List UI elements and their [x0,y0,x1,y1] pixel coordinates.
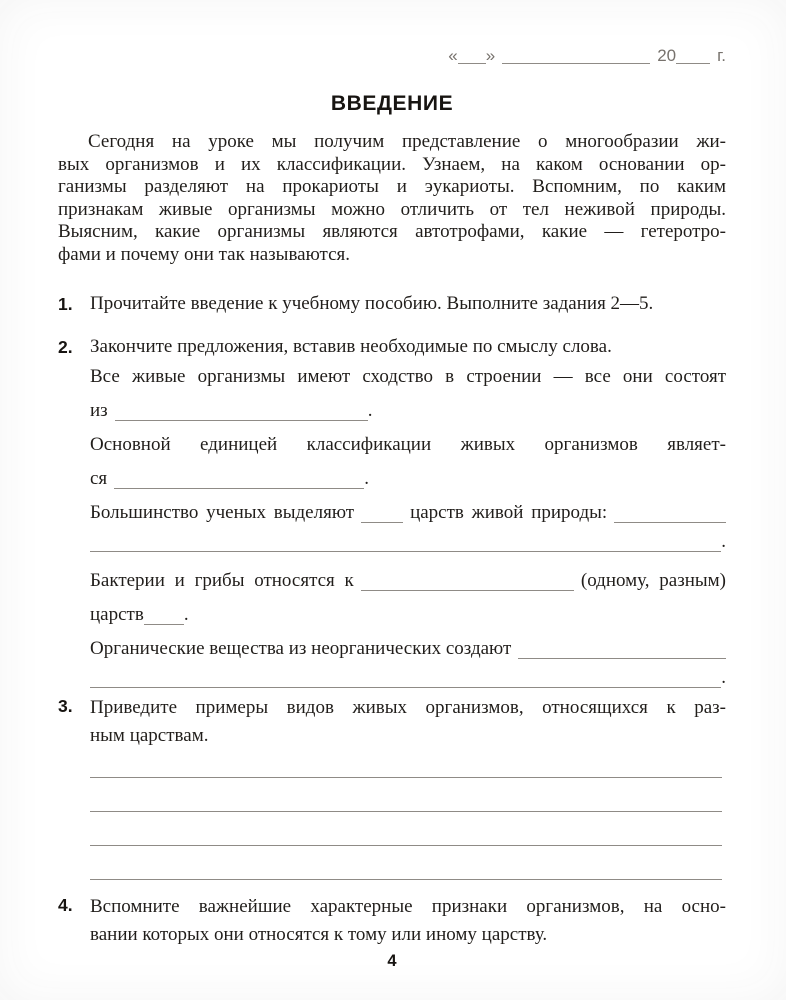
fill-text: Большинство ученых выделяют [90,502,355,523]
task-1-number: 1. [58,294,73,314]
answer-line [90,811,722,812]
fill-period: . [183,604,189,625]
task-4-number: 4. [58,895,73,915]
answer-line [90,845,722,846]
task-3 [58,694,726,749]
fill-text: Бактерии и грибы относятся к [90,570,354,591]
fill-period: . [364,468,369,489]
date-open-quote: « [448,46,458,65]
fill-period: . [721,667,726,688]
intro-line: Сегодня на уроке мы получим представление о многообразии жи- [88,131,726,152]
fill-sentence-1-line-1 [90,358,726,388]
task-3-number: 3. [58,696,73,716]
fill-blank [90,687,721,688]
fill-text: из [90,400,108,421]
answer-line-row [90,851,726,885]
date-year-suffix: г. [717,46,726,65]
date-year-prefix: 20 [657,46,677,65]
task-2 [58,335,726,358]
task-2-number: 2. [58,337,73,357]
intro-line: вых организмов и их классификации. Узнаем, на каком основании ор- [58,153,726,175]
fill-text-line: Все живые организмы имеют сходство в строении — все они состоят [90,366,726,387]
fill-blank [361,522,403,523]
fill-sentence-1-line-2 [90,388,726,422]
task-4 [58,893,726,948]
fill-blank [518,658,726,659]
task-4-text-line: вании которых они относятся к тому или иному царству. [90,923,548,945]
task-4-text-line: Вспомните важнейшие характерные признаки организмов, на осно- [90,896,726,917]
answer-line-row [90,749,726,783]
date-day-blank [458,63,486,64]
intro-line: ганизмы разделяют на прокариоты и эукариоты. Вспомним, по каким [58,176,726,197]
fill-sentence-5-line-1 [90,626,726,660]
intro-line: фами и почему они так называются. [58,243,351,265]
task-3-text-line: Приведите примеры видов живых организмов, относящихся к раз- [90,697,726,718]
task-1 [58,292,726,315]
fill-sentence-2-line-2 [90,456,726,490]
answer-line [90,777,722,778]
fill-sentence-3-line-2 [90,524,726,558]
fill-text-line: Основной единицей классификации живых организмов являет- [90,434,726,455]
answer-line-row [90,817,726,851]
fill-text: царств [90,604,144,625]
fill-sentence-4-line-1 [90,558,726,592]
intro-paragraph [58,131,726,266]
page-number: 4 [387,952,397,970]
fill-sentence-2-line-1 [90,422,726,456]
task-2-text: Закончите предложения, вставив необходимые по смыслу слова. [90,336,612,357]
answer-line [90,879,722,880]
fill-sentence-3-line-1 [90,490,726,524]
task-1-text: Прочитайте введение к учебному пособию. Выполните задания 2—5. [90,293,654,314]
task-3-text-line: ным царствам. [90,724,209,746]
fill-period: . [367,400,373,421]
date-line [58,46,726,68]
fill-blank [144,624,184,625]
fill-blank [114,488,364,489]
task-2-fill-block [90,358,726,694]
answer-line-row [90,783,726,817]
fill-text: (одному, разным) [580,570,726,591]
fill-text: ся [90,468,108,489]
date-close-quote: » [485,46,496,65]
fill-blank [361,590,574,591]
fill-text: Органические вещества из неорганических создают [90,638,512,659]
fill-blank [90,551,721,552]
intro-line: признакам живые организмы можно отличить от тел неживой природы. [58,198,726,220]
fill-sentence-5-line-2 [90,660,726,694]
page-title: ВВЕДЕНИЕ [330,92,454,115]
task-3-answer-lines [90,749,726,885]
intro-line: Выясним, какие организмы являются автотрофами, какие — гетеротро- [58,221,726,242]
fill-sentence-4-line-2 [90,592,726,626]
fill-blank [614,522,726,523]
date-month-blank [502,63,650,64]
fill-text: царств живой природы: [410,502,608,523]
fill-blank [115,420,368,421]
date-year-blank [676,63,710,64]
fill-period: . [721,531,726,552]
